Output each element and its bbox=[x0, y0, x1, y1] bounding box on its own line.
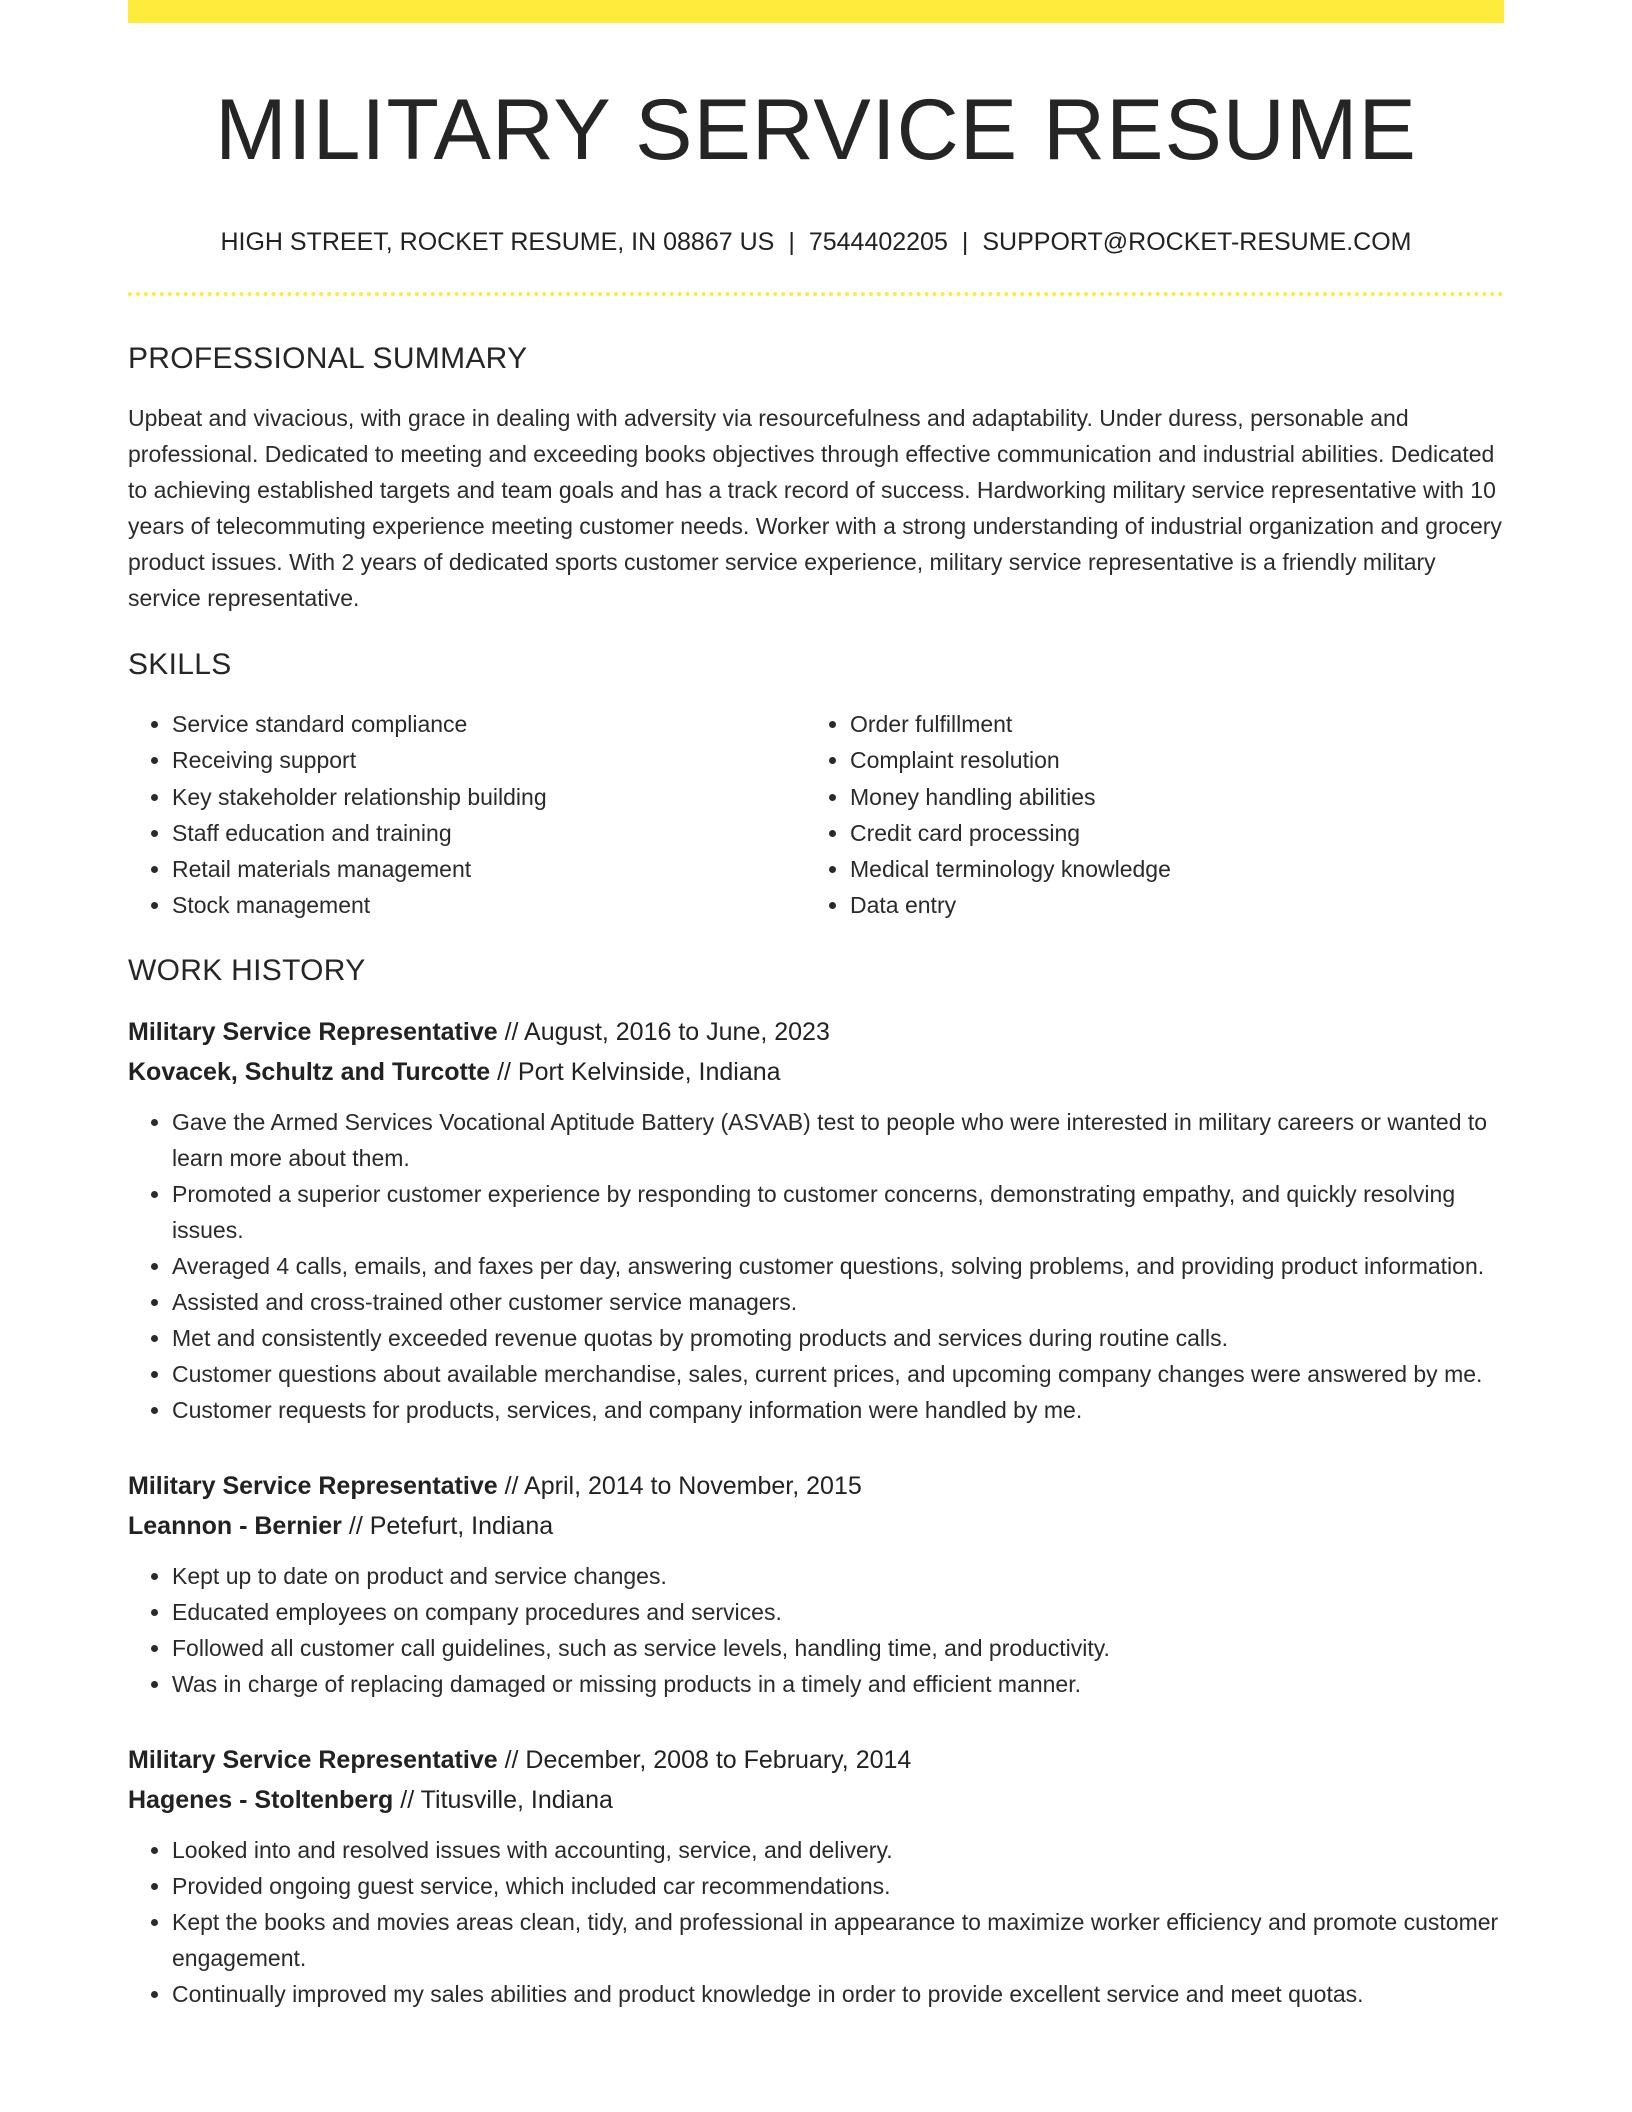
job-bullet: • Was in charge of replacing damaged or missing products in a timely and efficient manner. bbox=[172, 1666, 1504, 1702]
job-company: Kovacek, Schultz and Turcotte bbox=[128, 1057, 491, 1086]
job-bullet: • Customer requests for products, services, and company information were handled by me. bbox=[172, 1392, 1504, 1428]
job-dates: // December, 2008 to February, 2014 bbox=[504, 1745, 912, 1774]
contact-phone: 7544402205 bbox=[808, 228, 948, 256]
job-dates: // April, 2014 to November, 2015 bbox=[504, 1471, 862, 1500]
skill-item: • Data entry bbox=[850, 887, 1484, 923]
job-entry bbox=[128, 1466, 1504, 1702]
job-bullet: • Gave the Armed Services Vocational Aptitude Battery (ASVAB) test to people who were interested in military careers or wanted to learn more about them. bbox=[172, 1104, 1504, 1176]
job-company-line bbox=[128, 1052, 1504, 1092]
summary-heading: PROFESSIONAL SUMMARY bbox=[128, 342, 528, 375]
job-location: // Port Kelvinside, Indiana bbox=[497, 1057, 781, 1086]
job-bullet: • Educated employees on company procedures and services. bbox=[172, 1594, 1504, 1630]
job-bullets bbox=[128, 1558, 1504, 1702]
job-bullet: • Looked into and resolved issues with accounting, service, and delivery. bbox=[172, 1832, 1504, 1868]
job-title-line bbox=[128, 1740, 1504, 1780]
skill-item: • Credit card processing bbox=[850, 815, 1484, 851]
job-bullet: • Continually improved my sales abilities and product knowledge in order to provide excellent service and meet quotas. bbox=[172, 1976, 1504, 2012]
job-dates: // August, 2016 to June, 2023 bbox=[504, 1017, 830, 1046]
job-location: // Titusville, Indiana bbox=[400, 1785, 613, 1814]
skills-heading: SKILLS bbox=[128, 648, 232, 681]
job-location: // Petefurt, Indiana bbox=[348, 1511, 554, 1540]
job-bullet: • Averaged 4 calls, emails, and faxes per day, answering customer questions, solving problems, and providing product information. bbox=[172, 1248, 1504, 1284]
job-title-line bbox=[128, 1012, 1504, 1052]
skill-item: • Stock management bbox=[172, 887, 806, 923]
job-bullet: • Followed all customer call guidelines, such as service levels, handling time, and productivity. bbox=[172, 1630, 1504, 1666]
job-company-line bbox=[128, 1780, 1504, 1820]
job-bullet: • Assisted and cross-trained other customer service managers. bbox=[172, 1284, 1504, 1320]
job-bullet: • Promoted a superior customer experience by responding to customer concerns, demonstrating empathy, and quickly resolving issues. bbox=[172, 1176, 1504, 1248]
summary-text: Upbeat and vivacious, with grace in dealing with adversity via resourcefulness and adaptability. Under duress, personable and professional. Dedicated to meeting and exceeding books objectives through effective communication and industrial abilities. Dedicated to achieving established targets and team goals and has a track record of success. Hardworking military service representative with 10 years of telecommuting experience meeting customer needs. Worker with a strong understanding of industrial organization and grocery product issues. With 2 years of dedicated sports customer service experience, military service representative is a friendly military service representative. bbox=[128, 405, 1502, 611]
job-bullet: • Customer questions about available merchandise, sales, current prices, and upcoming company changes were answered by me. bbox=[172, 1356, 1504, 1392]
job-entry bbox=[128, 1012, 1504, 1428]
job-title: Military Service Representative bbox=[128, 1471, 498, 1500]
skill-item: • Service standard compliance bbox=[172, 706, 806, 742]
job-bullet: • Provided ongoing guest service, which included car recommendations. bbox=[172, 1868, 1504, 1904]
job-bullet: • Met and consistently exceeded revenue quotas by promoting products and services during routine calls. bbox=[172, 1320, 1504, 1356]
contact-separator: | bbox=[961, 228, 969, 256]
job-bullet: • Kept up to date on product and service changes. bbox=[172, 1558, 1504, 1594]
contact-line bbox=[128, 226, 1504, 258]
skills-columns bbox=[128, 706, 1504, 924]
dotted-divider bbox=[128, 292, 1504, 296]
skill-item: • Money handling abilities bbox=[850, 779, 1484, 815]
skill-item: • Retail materials management bbox=[172, 851, 806, 887]
job-title: Military Service Representative bbox=[128, 1017, 498, 1046]
work-history-heading: WORK HISTORY bbox=[128, 953, 366, 987]
job-company: Leannon - Bernier bbox=[128, 1511, 342, 1540]
skill-item: • Medical terminology knowledge bbox=[850, 851, 1484, 887]
skill-item: • Order fulfillment bbox=[850, 706, 1484, 742]
skills-left-list bbox=[128, 706, 806, 924]
job-entry bbox=[128, 1740, 1504, 2012]
skills-right-list bbox=[806, 706, 1484, 924]
skill-item: • Key stakeholder relationship building bbox=[172, 779, 806, 815]
job-company-line bbox=[128, 1506, 1504, 1546]
contact-separator: | bbox=[788, 228, 795, 256]
job-bullets bbox=[128, 1104, 1504, 1428]
job-bullet: • Kept the books and movies areas clean, tidy, and professional in appearance to maximize worker efficiency and promote customer engagement. bbox=[172, 1904, 1504, 1976]
skill-item: • Staff education and training bbox=[172, 815, 806, 851]
contact-email: SUPPORT@ROCKET-RESUME.COM bbox=[982, 228, 1412, 256]
job-title: Military Service Representative bbox=[128, 1745, 498, 1774]
contact-address: HIGH STREET, ROCKET RESUME, IN 08867 US bbox=[220, 228, 775, 256]
resume-title: MILITARY SERVICE RESUME bbox=[215, 82, 1417, 178]
resume-content bbox=[128, 0, 1504, 2012]
job-company: Hagenes - Stoltenberg bbox=[128, 1785, 394, 1814]
skill-item: • Receiving support bbox=[172, 742, 806, 778]
job-title-line bbox=[128, 1466, 1504, 1506]
skill-item: • Complaint resolution bbox=[850, 742, 1484, 778]
job-bullets bbox=[128, 1832, 1504, 2012]
